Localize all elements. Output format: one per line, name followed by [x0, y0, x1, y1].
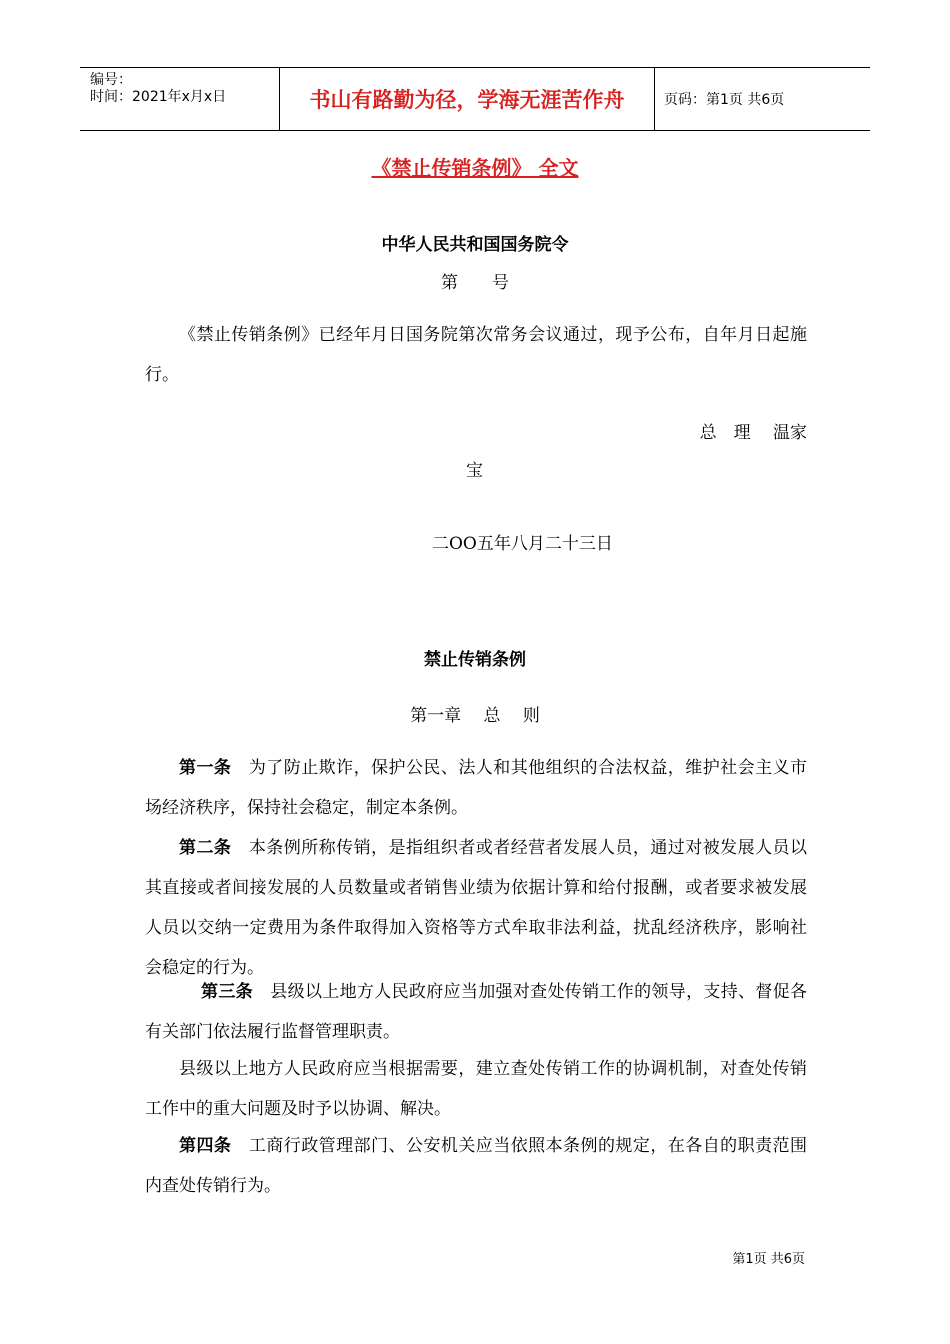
- chapter-heading: 第一章 总 则: [410, 706, 540, 726]
- document-title: [0, 152, 950, 181]
- time-label: 时间：2021年x月x日: [90, 89, 227, 105]
- signer-name-tail: 宝: [466, 461, 483, 481]
- header-meta: [80, 68, 280, 130]
- decree-date: 二OO五年八月二十三日: [432, 534, 613, 554]
- article-3-paragraph-2: [145, 1049, 807, 1129]
- article-4: [145, 1126, 807, 1206]
- article-label: 第四条: [179, 1136, 232, 1156]
- page-header: [80, 67, 870, 131]
- regulation-title: 禁止传销条例: [424, 650, 526, 670]
- header-page-info: 页码：第1页 共6页: [664, 92, 785, 108]
- signer-title: 总 理 温家: [699, 423, 807, 443]
- article-text: 县级以上地方人民政府应当加强对查处传销工作的领导，支持、督促各有关部门依法履行监督管理职责。: [145, 982, 808, 1042]
- article-text: 本条例所称传销，是指组织者或者经营者发展人员，通过对被发展人员以其直接或者间接发展的人员数量或者销售业绩为依据计算和给付报酬，或者要求被发展人员以交纳一定费用为条件取得加入资格等方式牟取非法利益，扰乱经济秩序，影响社会稳定的行为。: [145, 838, 808, 978]
- article-3: [145, 972, 807, 1052]
- decree-issuer: 中华人民共和国国务院令: [381, 235, 569, 255]
- article-label: 第二条: [179, 838, 232, 858]
- decree-announcement: 《禁止传销条例》已经年月日国务院第次常务会议通过，现予公布，自年月日起施行。: [145, 325, 807, 385]
- article-text: 为了防止欺诈，保护公民、法人和其他组织的合法权益，维护社会主义市场经济秩序，保持社会稳定，制定本条例。: [145, 758, 808, 818]
- article-label: 第三条: [201, 982, 253, 1002]
- article-text: 县级以上地方人民政府应当根据需要，建立查处传销工作的协调机制，对查处传销工作中的重大问题及时予以协调、解决。: [145, 1059, 807, 1119]
- page-footer: 第1页 共6页: [732, 1252, 805, 1267]
- document-title-text: 《禁止传销条例》 全文: [371, 156, 579, 180]
- number-label: 编号：: [90, 72, 132, 88]
- decree-number: 第 号: [441, 273, 509, 293]
- article-1: [145, 748, 807, 828]
- article-text: 工商行政管理部门、公安机关应当依照本条例的规定，在各自的职责范围内查处传销行为。: [145, 1136, 808, 1196]
- article-2: [145, 828, 807, 988]
- header-motto: 书山有路勤为径，学海无涯苦作舟: [280, 68, 655, 130]
- article-label: 第一条: [179, 758, 232, 778]
